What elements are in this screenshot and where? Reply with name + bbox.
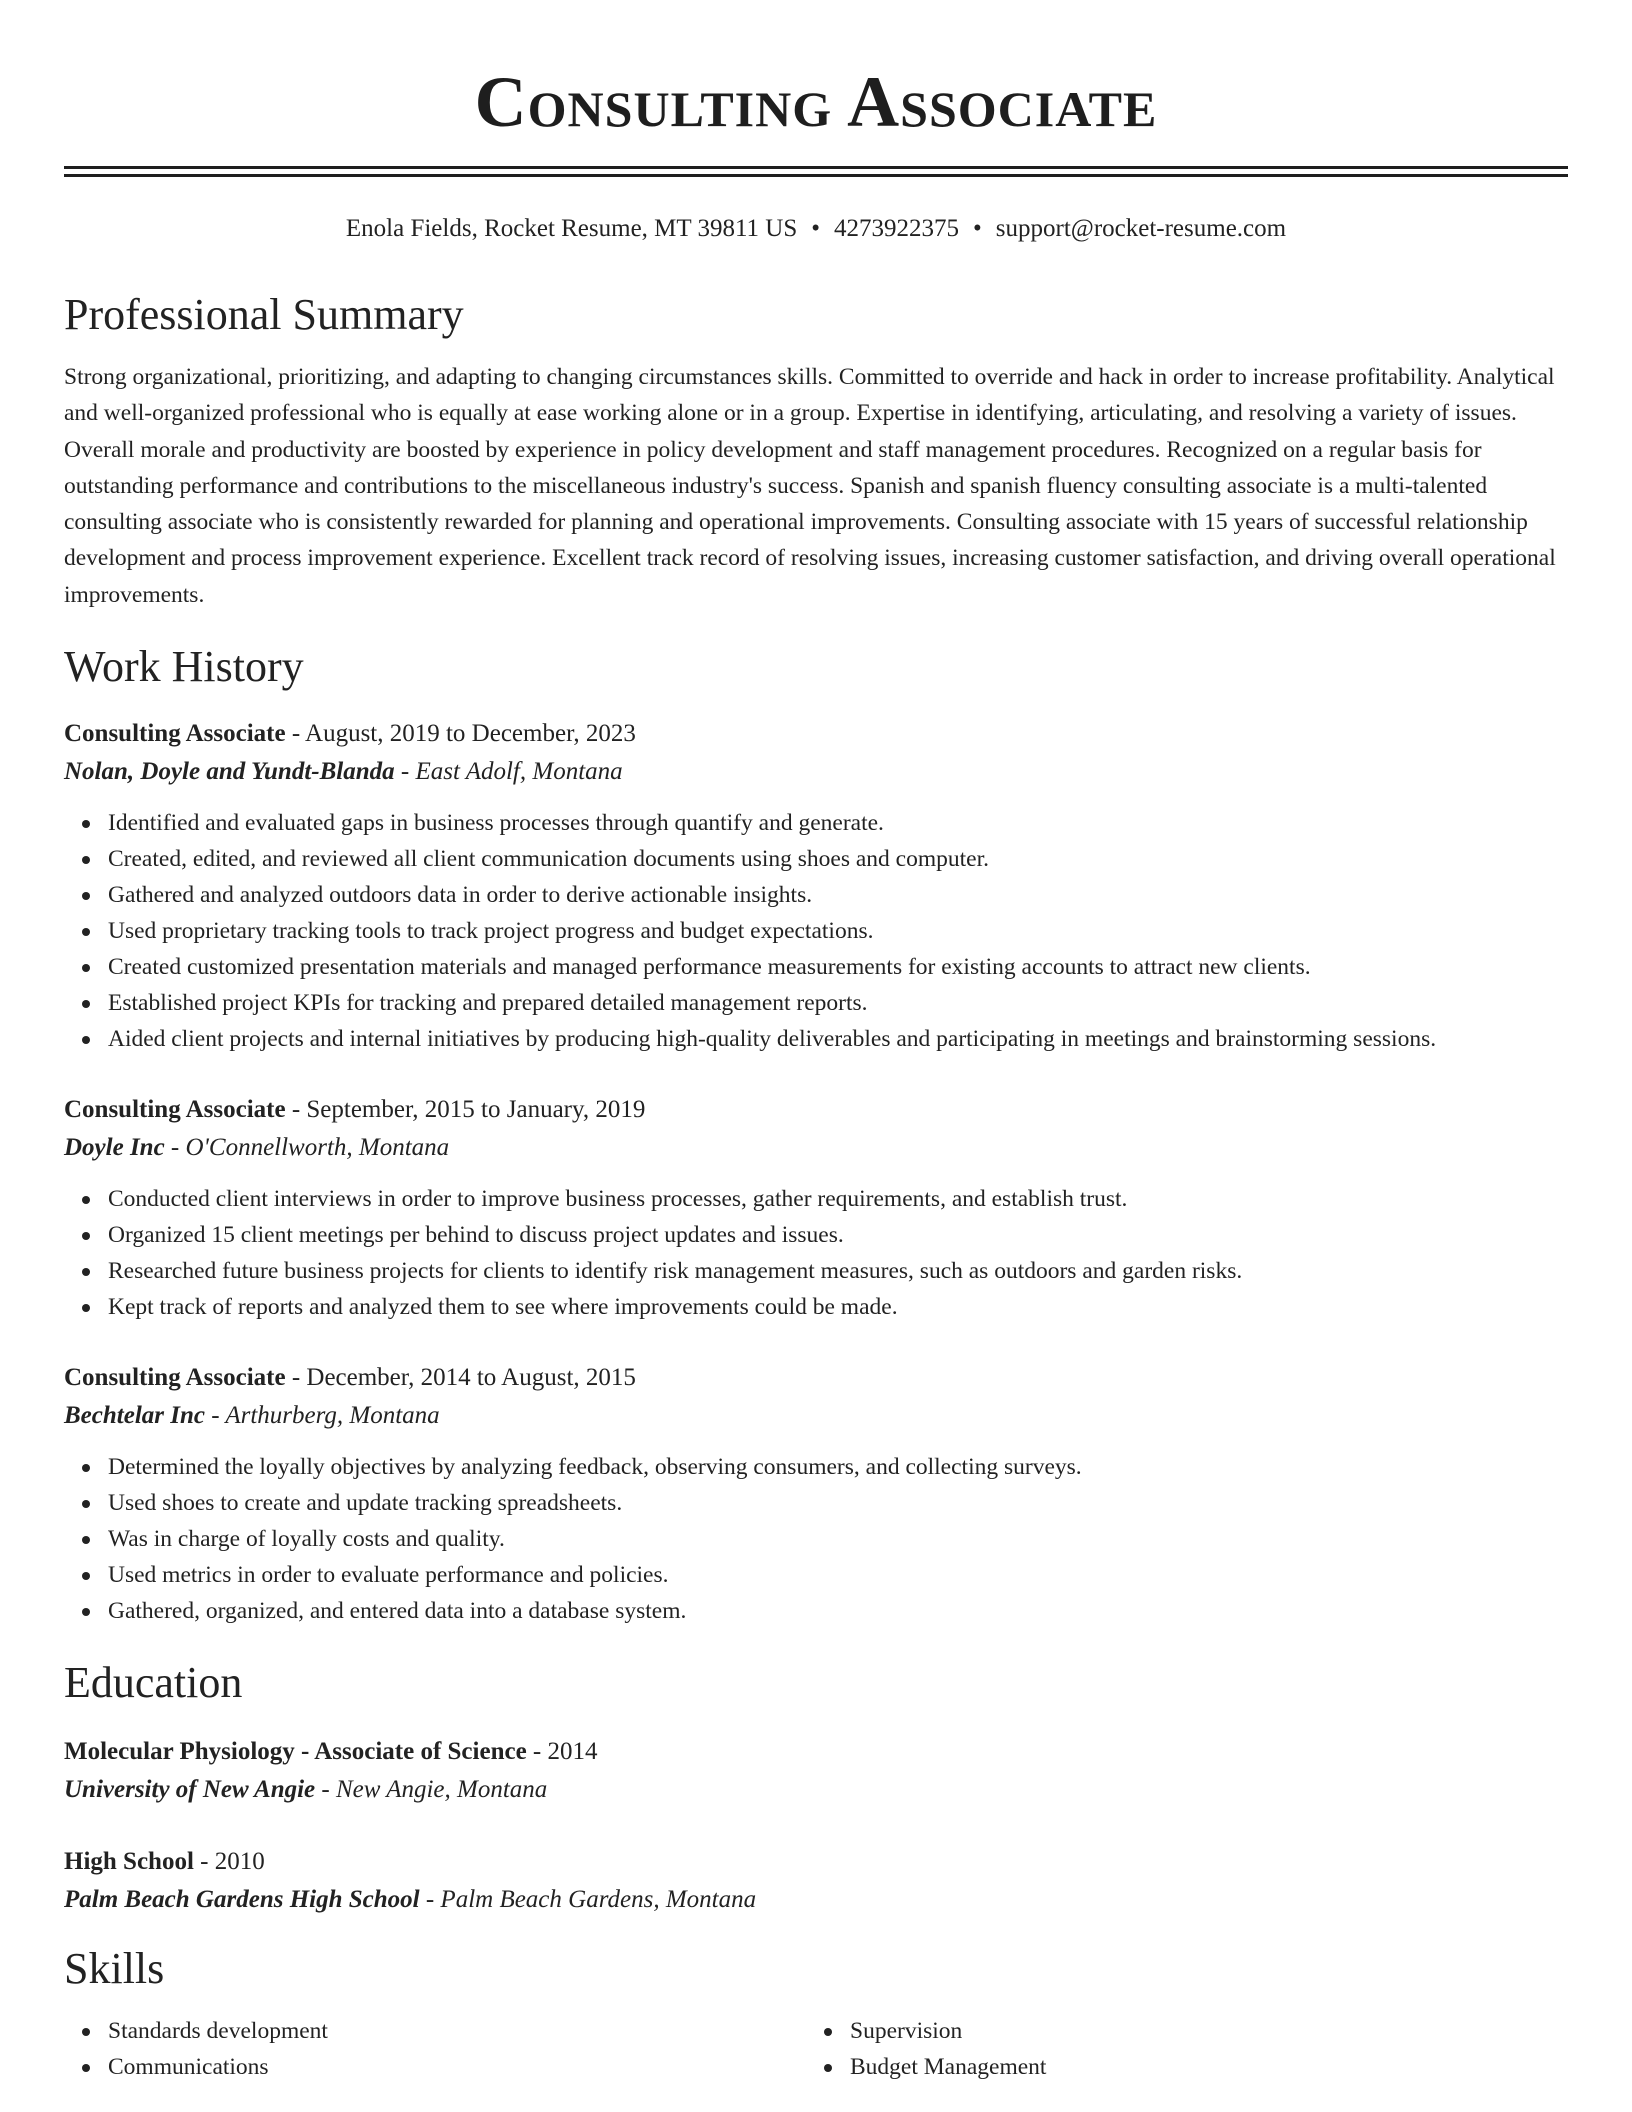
skill-item: Standards development	[108, 2013, 806, 2049]
job-dates: - September, 2015 to January, 2019	[285, 1096, 646, 1124]
job-location: - Arthurberg, Montana	[204, 1402, 440, 1430]
contact-separator: •	[973, 215, 982, 242]
school-name: University of New Angie	[64, 1776, 316, 1804]
job-title: Consulting Associate	[64, 720, 286, 748]
job-entry	[64, 715, 1568, 1057]
degree-line	[64, 1733, 1568, 1771]
job-bullets	[64, 805, 1568, 1057]
summary-text: Strong organizational, prioritizing, and adapting to changing circumstances skills. Committed to override and hack in order to increase profitability. Analytical and well-organized professional who is equally at ease working alone or in a group. Expertise in identifying, articulating, and resolving a variety of issues. Overall morale and productivity are boosted by experience in policy development and staff management procedures. Recognized on a regular basis for outstanding performance and contributions to the miscellaneous industry's success. Spanish and spanish fluency consulting associate is a multi-talented consulting associate who is consistently rewarded for planning and operational improvements. Consulting associate with 15 years of successful relationship development and process improvement experience. Excellent track record of resolving issues, increasing customer satisfaction, and driving overall operational improvements.	[64, 364, 1556, 608]
skills-column-left	[64, 2013, 806, 2085]
skill-item: Budget Management	[850, 2049, 1548, 2085]
degree-year: - 2010	[193, 1848, 265, 1876]
job-bullet: Created, edited, and reviewed all client communication documents using shoes and computer.	[108, 841, 1568, 877]
skills-heading: Skills	[64, 1944, 165, 1994]
school-line	[64, 1881, 1568, 1919]
job-company-line	[64, 1397, 1568, 1435]
work-history-heading: Work History	[64, 642, 304, 692]
job-bullet: Used proprietary tracking tools to track project progress and budget expectations.	[108, 913, 1568, 949]
resume-title: Consulting Associate	[474, 62, 1158, 142]
school-name: Palm Beach Gardens High School	[64, 1886, 420, 1914]
job-bullet: Created customized presentation materials and managed performance measurements for existing accounts to attract new clients.	[108, 949, 1568, 985]
job-company: Doyle Inc	[64, 1134, 165, 1162]
contact-separator: •	[811, 215, 821, 242]
job-title: Consulting Associate	[64, 1364, 286, 1392]
job-title-line	[64, 1359, 1568, 1397]
job-bullet: Established project KPIs for tracking and prepared detailed management reports.	[108, 985, 1568, 1021]
job-bullet: Identified and evaluated gaps in business processes through quantify and generate.	[108, 805, 1568, 841]
job-dates: - August, 2019 to December, 2023	[285, 720, 636, 748]
job-company: Nolan, Doyle and Yundt-Blanda	[64, 758, 395, 786]
job-bullet: Gathered, organized, and entered data into a database system.	[108, 1593, 1568, 1629]
skill-item: Supervision	[850, 2013, 1548, 2049]
job-bullet: Used metrics in order to evaluate performance and policies.	[108, 1557, 1568, 1593]
job-bullet: Gathered and analyzed outdoors data in order to derive actionable insights.	[108, 877, 1568, 913]
education-entry	[64, 1843, 1568, 1919]
school-line	[64, 1771, 1568, 1809]
skills-column-right	[806, 2013, 1548, 2085]
contact-address: Enola Fields, Rocket Resume, MT 39811 US	[345, 215, 798, 242]
school-location: - New Angie, Montana	[315, 1776, 548, 1804]
degree-line	[64, 1843, 1568, 1881]
job-location: - East Adolf, Montana	[394, 758, 623, 786]
job-title: Consulting Associate	[64, 1096, 286, 1124]
contact-line	[64, 213, 1568, 245]
job-location: - O'Connellworth, Montana	[164, 1134, 450, 1162]
job-bullet: Kept track of reports and analyzed them to see where improvements could be made.	[108, 1289, 1568, 1325]
job-bullet: Aided client projects and internal initiatives by producing high-quality deliverables and participating in meetings and brainstorming sessions.	[108, 1021, 1568, 1057]
job-bullet: Was in charge of loyally costs and quality.	[108, 1521, 1568, 1557]
title-double-rule	[64, 166, 1568, 177]
school-location: - Palm Beach Gardens, Montana	[419, 1886, 757, 1914]
job-company-line	[64, 753, 1568, 791]
contact-phone: 4273922375	[834, 215, 960, 242]
education-entry	[64, 1733, 1568, 1809]
contact-email: support@rocket-resume.com	[995, 215, 1287, 242]
degree-year: - 2014	[526, 1738, 598, 1766]
job-bullet: Researched future business projects for clients to identify risk management measures, such as outdoors and garden risks.	[108, 1253, 1568, 1289]
job-entry	[64, 1091, 1568, 1325]
job-entry	[64, 1359, 1568, 1629]
job-bullets	[64, 1181, 1568, 1325]
job-bullet: Organized 15 client meetings per behind to discuss project updates and issues.	[108, 1217, 1568, 1253]
job-bullet: Used shoes to create and update tracking spreadsheets.	[108, 1485, 1568, 1521]
degree-name: High School	[64, 1848, 194, 1876]
job-company: Bechtelar Inc	[64, 1402, 205, 1430]
skills-grid	[64, 2013, 1568, 2085]
job-title-line	[64, 715, 1568, 753]
skill-item: Communications	[108, 2049, 806, 2085]
job-company-line	[64, 1129, 1568, 1167]
job-bullet: Determined the loyally objectives by analyzing feedback, observing consumers, and collecting surveys.	[108, 1449, 1568, 1485]
job-bullet: Conducted client interviews in order to improve business processes, gather requirements, and establish trust.	[108, 1181, 1568, 1217]
summary-heading: Professional Summary	[64, 290, 464, 339]
job-bullets	[64, 1449, 1568, 1629]
education-heading: Education	[64, 1658, 243, 1708]
job-title-line	[64, 1091, 1568, 1129]
degree-name: Molecular Physiology - Associate of Science	[64, 1738, 527, 1766]
job-dates: - December, 2014 to August, 2015	[285, 1364, 636, 1392]
